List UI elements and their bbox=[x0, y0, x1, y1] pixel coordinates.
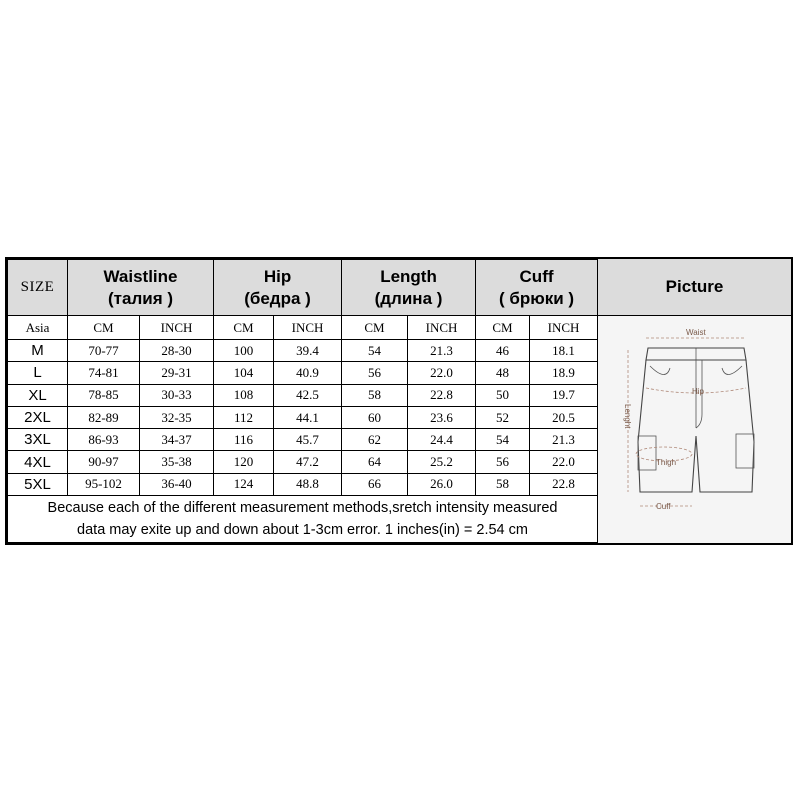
unit-cell: CM bbox=[476, 316, 530, 340]
value-cell: 48.8 bbox=[274, 473, 342, 495]
value-cell: 112 bbox=[214, 406, 274, 428]
hip-header bbox=[214, 260, 342, 316]
value-cell: 100 bbox=[214, 340, 274, 362]
value-cell: 48 bbox=[476, 362, 530, 384]
note-line-2: data may exite up and down about 1-3cm error. 1 inches(in) = 2.54 cm bbox=[77, 522, 528, 539]
length-header bbox=[342, 260, 476, 316]
value-cell: 44.1 bbox=[274, 406, 342, 428]
cuff-title: Cuff bbox=[519, 266, 554, 286]
value-cell: 50 bbox=[476, 384, 530, 406]
thigh-label: Thigh bbox=[656, 458, 677, 467]
size-label-cell: 5XL bbox=[8, 473, 68, 495]
value-cell: 29-31 bbox=[140, 362, 214, 384]
value-cell: 22.8 bbox=[530, 473, 598, 495]
value-cell: 56 bbox=[342, 362, 408, 384]
value-cell: 30-33 bbox=[140, 384, 214, 406]
value-cell: 47.2 bbox=[274, 451, 342, 473]
value-cell: 23.6 bbox=[408, 406, 476, 428]
value-cell: 116 bbox=[214, 429, 274, 451]
value-cell: 18.1 bbox=[530, 340, 598, 362]
value-cell: 46 bbox=[476, 340, 530, 362]
length-title: Length bbox=[380, 266, 437, 286]
header-row bbox=[8, 260, 598, 316]
value-cell: 90-97 bbox=[68, 451, 140, 473]
cuff-label: Cuff bbox=[656, 502, 671, 511]
unit-cell: CM bbox=[214, 316, 274, 340]
value-cell: 60 bbox=[342, 406, 408, 428]
value-cell: 124 bbox=[214, 473, 274, 495]
value-cell: 28-30 bbox=[140, 340, 214, 362]
shorts-illustration bbox=[616, 324, 776, 529]
value-cell: 64 bbox=[342, 451, 408, 473]
value-cell: 40.9 bbox=[274, 362, 342, 384]
value-cell: 34-37 bbox=[140, 429, 214, 451]
value-cell: 54 bbox=[342, 340, 408, 362]
table-row bbox=[8, 406, 598, 428]
cuff-header bbox=[476, 260, 598, 316]
left-cargo-pocket bbox=[638, 436, 656, 470]
value-cell: 70-77 bbox=[68, 340, 140, 362]
unit-cell: INCH bbox=[530, 316, 598, 340]
value-cell: 108 bbox=[214, 384, 274, 406]
value-cell: 74-81 bbox=[68, 362, 140, 384]
unit-cell: INCH bbox=[274, 316, 342, 340]
unit-cell: CM bbox=[342, 316, 408, 340]
right-cargo-pocket bbox=[736, 434, 754, 468]
size-header: SIZE bbox=[8, 260, 68, 316]
hip-label: Hip bbox=[692, 387, 705, 396]
hip-title: Hip bbox=[263, 266, 292, 286]
value-cell: 22.8 bbox=[408, 384, 476, 406]
unit-cell: Asia bbox=[8, 316, 68, 340]
size-chart bbox=[5, 257, 793, 545]
value-cell: 86-93 bbox=[68, 429, 140, 451]
size-label-cell: M bbox=[8, 340, 68, 362]
unit-cell: INCH bbox=[140, 316, 214, 340]
waistline-title: Waistline bbox=[103, 266, 178, 286]
value-cell: 62 bbox=[342, 429, 408, 451]
value-cell: 120 bbox=[214, 451, 274, 473]
size-label-cell: 3XL bbox=[8, 429, 68, 451]
value-cell: 58 bbox=[342, 384, 408, 406]
note-row bbox=[8, 496, 598, 543]
shorts-diagram bbox=[598, 316, 791, 543]
value-cell: 20.5 bbox=[530, 406, 598, 428]
unit-cell: INCH bbox=[408, 316, 476, 340]
size-table bbox=[7, 259, 598, 543]
length-subtitle: (длина ) bbox=[374, 288, 443, 308]
value-cell: 39.4 bbox=[274, 340, 342, 362]
value-cell: 52 bbox=[476, 406, 530, 428]
size-label-cell: L bbox=[8, 362, 68, 384]
table-row bbox=[8, 473, 598, 495]
size-label-cell: 2XL bbox=[8, 406, 68, 428]
size-label-cell: 4XL bbox=[8, 451, 68, 473]
value-cell: 25.2 bbox=[408, 451, 476, 473]
value-cell: 45.7 bbox=[274, 429, 342, 451]
value-cell: 56 bbox=[476, 451, 530, 473]
value-cell: 66 bbox=[342, 473, 408, 495]
value-cell: 22.0 bbox=[408, 362, 476, 384]
measurement-note bbox=[8, 496, 598, 543]
length-label: Lenght bbox=[623, 404, 632, 429]
unit-cell: CM bbox=[68, 316, 140, 340]
value-cell: 82-89 bbox=[68, 406, 140, 428]
table-row bbox=[8, 451, 598, 473]
note-line-1: Because each of the different measurement methods,sretch intensity measured bbox=[47, 500, 558, 517]
size-rows bbox=[8, 340, 598, 496]
value-cell: 36-40 bbox=[140, 473, 214, 495]
unit-row bbox=[8, 316, 598, 340]
table-row bbox=[8, 384, 598, 406]
value-cell: 95-102 bbox=[68, 473, 140, 495]
value-cell: 24.4 bbox=[408, 429, 476, 451]
size-label-cell: XL bbox=[8, 384, 68, 406]
value-cell: 58 bbox=[476, 473, 530, 495]
value-cell: 19.7 bbox=[530, 384, 598, 406]
picture-panel bbox=[597, 259, 791, 543]
value-cell: 22.0 bbox=[530, 451, 598, 473]
value-cell: 78-85 bbox=[68, 384, 140, 406]
waistline-header bbox=[68, 260, 214, 316]
value-cell: 54 bbox=[476, 429, 530, 451]
table-row bbox=[8, 429, 598, 451]
value-cell: 21.3 bbox=[530, 429, 598, 451]
value-cell: 18.9 bbox=[530, 362, 598, 384]
table-row bbox=[8, 362, 598, 384]
value-cell: 26.0 bbox=[408, 473, 476, 495]
waistline-subtitle: (талия ) bbox=[108, 288, 173, 308]
hip-subtitle: (бедра ) bbox=[244, 288, 311, 308]
waist-label: Waist bbox=[686, 328, 706, 337]
table-row bbox=[8, 340, 598, 362]
cuff-subtitle: ( брюки ) bbox=[498, 288, 575, 308]
value-cell: 42.5 bbox=[274, 384, 342, 406]
value-cell: 21.3 bbox=[408, 340, 476, 362]
picture-title: Picture bbox=[598, 259, 791, 316]
value-cell: 35-38 bbox=[140, 451, 214, 473]
value-cell: 104 bbox=[214, 362, 274, 384]
value-cell: 32-35 bbox=[140, 406, 214, 428]
